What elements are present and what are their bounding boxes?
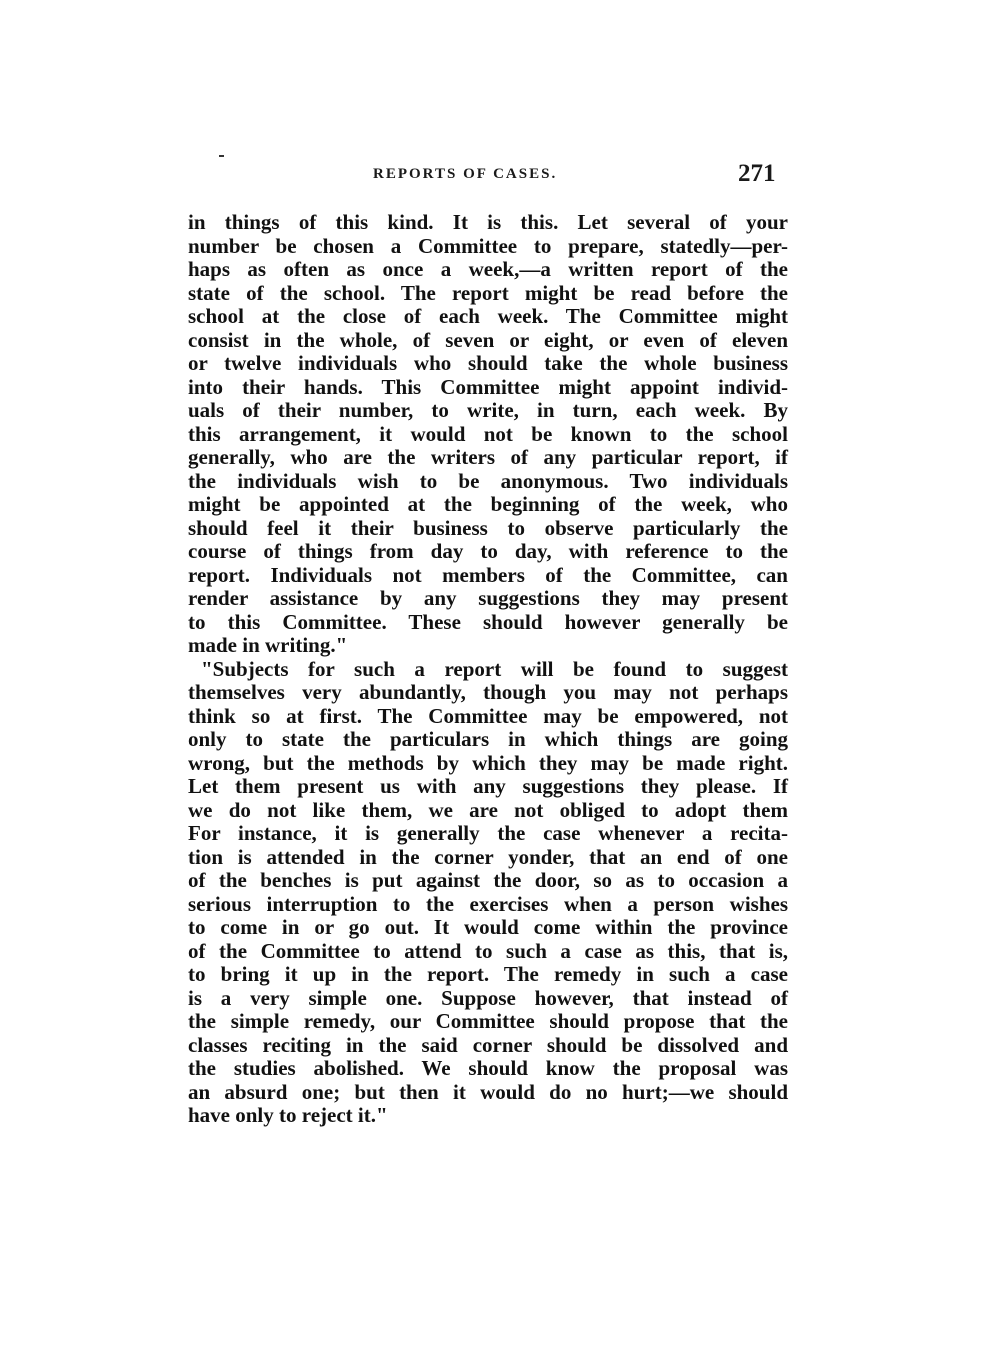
text-line: into their hands. This Committee might appoint individ- (188, 374, 788, 399)
text-line: in things of this kind. It is this. Let several of your (188, 210, 788, 234)
body-text (188, 211, 788, 1128)
text-line: we do not like them, we are not obliged to adopt them (188, 797, 788, 822)
text-line: to bring it up in the report. The remedy in such a case (188, 962, 788, 986)
text-line: state of the school. The report might be read before the (188, 280, 788, 305)
text-line: only to state the particulars in which things are going (188, 727, 788, 751)
text-line: this arrangement, it would not be known to the school (188, 421, 788, 446)
text-line: is a very simple one. Suppose however, that instead of (188, 985, 788, 1010)
text-line: themselves very abundantly, though you may not perhaps (188, 680, 788, 704)
text-line: the individuals wish to be anonymous. Two individuals (188, 468, 788, 493)
page-number: 271 (738, 160, 776, 187)
text-line: number be chosen a Committee to prepare, statedly—per- (188, 233, 788, 258)
text-line: consist in the whole, of seven or eight, or even of eleven (188, 327, 788, 352)
text-line: generally, who are the writers of any particular report, if (188, 445, 788, 469)
text-line: uals of their number, to write, in turn, each week. By (188, 398, 788, 422)
text-line: school at the close of each week. The Committee might (188, 304, 788, 328)
text-line: think so at first. The Committee may be empowered, not (188, 703, 788, 728)
text-line: Let them present us with any suggestions they please. If (188, 774, 788, 798)
text-line: wrong, but the methods by which they may be made right. (188, 750, 788, 775)
text-line: report. Individuals not members of the Committee, can (188, 562, 788, 587)
text-line: classes reciting in the said corner should be dissolved and (188, 1032, 788, 1057)
ink-speck (219, 155, 224, 157)
text-line: serious interruption to the exercises when a person wishes (188, 891, 788, 916)
text-line: made in writing." (188, 633, 348, 657)
text-line: an absurd one; but then it would do no hurt;—we should (188, 1079, 788, 1104)
text-line: the studies abolished. We should know the proposal was (188, 1056, 788, 1080)
text-line: or twelve individuals who should take the whole business (188, 351, 788, 375)
text-line: might be appointed at the beginning of the week, who (188, 492, 788, 516)
text-line: the simple remedy, our Committee should propose that the (188, 1009, 788, 1033)
text-line: course of things from day to day, with reference to the (188, 539, 788, 563)
text-line: of the benches is put against the door, so as to occasion a (188, 868, 788, 892)
text-line: haps as often as once a week,—a written report of the (188, 257, 788, 281)
text-line: tion is attended in the corner yonder, that an end of one (188, 844, 788, 869)
running-head: REPORTS OF CASES. (373, 166, 558, 182)
text-line: For instance, it is generally the case whenever a recita- (188, 821, 788, 845)
text-line: to come in or go out. It would come within the province (188, 915, 788, 939)
text-line: render assistance by any suggestions they may present (188, 586, 788, 610)
text-line: to this Committee. These should however generally be (188, 609, 788, 634)
text-line: should feel it their business to observe particularly the (188, 515, 788, 540)
text-line: have only to reject it." (188, 1103, 388, 1127)
text-line: "Subjects for such a report will be found to suggest (201, 656, 788, 681)
text-line: of the Committee to attend to such a case as this, that is, (188, 938, 788, 963)
